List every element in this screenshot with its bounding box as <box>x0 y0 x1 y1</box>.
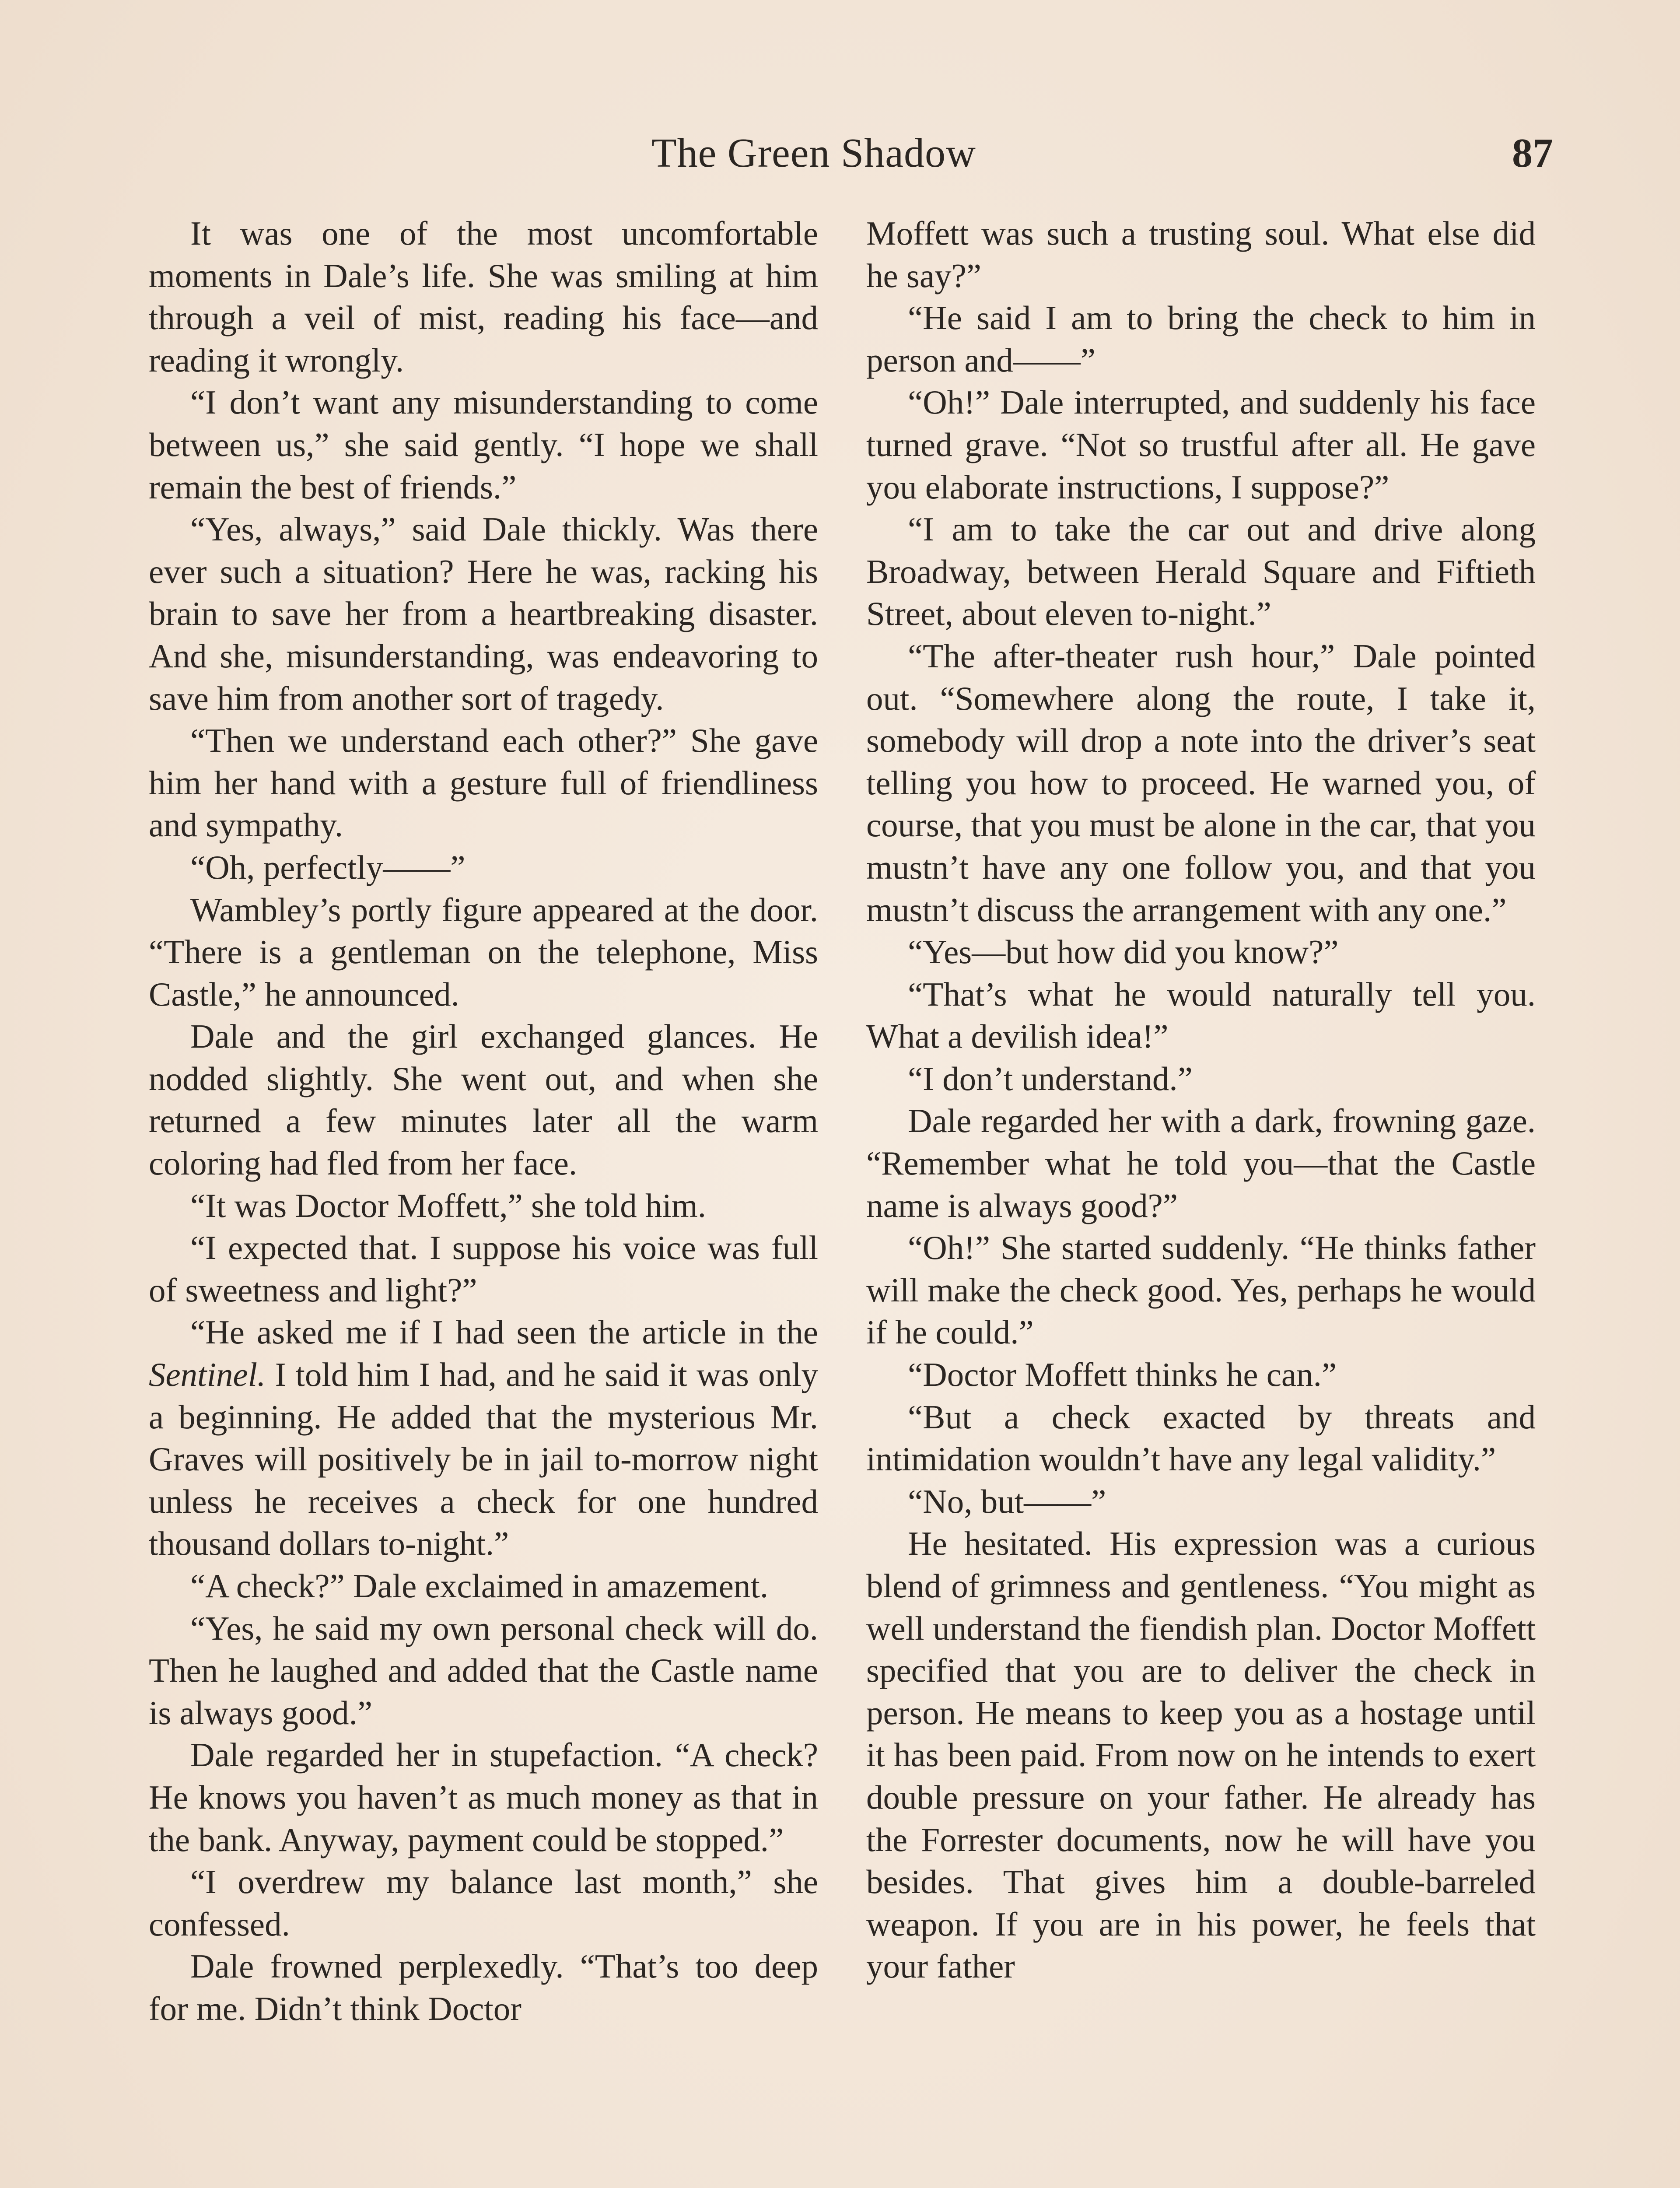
paragraph: “That’s what he would naturally tell you. What a devilish idea!” <box>866 975 1536 1055</box>
paragraph: “Oh, perfectly——” <box>190 848 466 886</box>
paragraph: Dale regarded her with a dark, frowning gaze. “Remember what he told you—that the Castle name is always good?” <box>866 1102 1536 1224</box>
paragraph: “I don’t understand.” <box>908 1059 1193 1098</box>
paragraph-sentinel <box>149 1311 818 1565</box>
running-title: The Green Shadow <box>651 130 976 176</box>
paragraph: “Oh!” She started suddenly. “He thinks father will make the check good. Yes, perhaps he would if he could.” <box>866 1229 1536 1351</box>
right-column <box>866 212 1536 1988</box>
paragraph-sentinel-rest: I told him I had, and he said it was only a beginning. He added that the mysterious Mr. Graves will positively be in jail to-morrow night unless he receives a check for one hundred thousand dollars to-night.” <box>149 1356 818 1563</box>
paragraph: “A check?” Dale exclaimed in amazement. <box>190 1567 769 1605</box>
paragraph: “No, but——” <box>908 1482 1106 1520</box>
paragraph: “I am to take the car out and drive along Broadway, between Herald Square and Fiftieth Street, about eleven to-night.” <box>866 510 1536 633</box>
paragraph: “The after-theater rush hour,” Dale pointed out. “Somewhere along the route, I take it, somebody will drop a note into the driver’s seat telling you how to proceed. He warned you, of course, that you must be alone in the car, that you mustn’t have any one follow you, and that you mustn’t discuss the arrangement with any one.” <box>866 637 1536 929</box>
paragraph: “Oh!” Dale interrupted, and suddenly his face turned grave. “Not so trustful after all. He gave you elaborate instructions, I suppose?” <box>866 383 1536 506</box>
paragraph: It was one of the most uncomfortable moments in Dale’s life. She was smiling at him through a veil of mist, reading his face—and reading it wrongly. <box>149 214 818 379</box>
paragraph: “Doctor Moffett thinks he can.” <box>908 1356 1337 1394</box>
paragraph: “I expected that. I suppose his voice was full of sweetness and light?” <box>149 1229 818 1309</box>
paragraph: He hesitated. His expression was a curious blend of grimness and gentleness. “You might as well understand the fiendish plan. Doctor Moffett specified that you are to deliver the check in person. He means to keep you as a hostage until it has been paid. From now on he intends to exert double pressure on your father. He already has the Forrester documents, now he will have you besides. That gives him a double-barreled weapon. If you are in his power, he feels that your father <box>866 1525 1536 1985</box>
paragraph: Dale frowned perplexedly. “That’s too deep for me. Didn’t think Doctor <box>149 1947 818 2027</box>
paragraph: “Yes—but how did you know?” <box>908 933 1339 971</box>
paragraph: “But a check exacted by threats and intimidation wouldn’t have any legal validity.” <box>866 1398 1536 1478</box>
paragraph: “I overdrew my balance last month,” she confessed. <box>149 1863 818 1943</box>
paragraph: Dale regarded her in stupefaction. “A check? He knows you haven’t as much money as that in the bank. Anyway, payment could be stopped.” <box>149 1736 818 1858</box>
paragraph: Dale and the girl exchanged glances. He nodded slightly. She went out, and when she returned a few minutes later all the warm coloring had fled from her face. <box>149 1017 818 1182</box>
paragraph: “He said I am to bring the check to him in person and——” <box>866 299 1536 379</box>
newspaper-name: Sentinel. <box>149 1356 266 1394</box>
paragraph: “It was Doctor Moffett,” she told him. <box>190 1186 706 1224</box>
page-number: 87 <box>1512 130 1553 176</box>
paragraph: “I don’t want any misunderstanding to come between us,” she said gently. “I hope we shall remain the best of friends.” <box>149 383 818 506</box>
paragraph-continued: Moffett was such a trusting soul. What else did he say?” <box>866 214 1536 295</box>
paragraph: Wambley’s portly figure appeared at the door. “There is a gentleman on the telephone, Miss Castle,” he announced. <box>149 891 818 1013</box>
paragraph: “Then we understand each other?” She gave him her hand with a gesture full of friendliness and sympathy. <box>149 722 818 844</box>
paragraph: “Yes, always,” said Dale thickly. Was there ever such a situation? Here he was, racking his brain to save her from a heartbreaking disaster. And she, misunderstanding, was endeavoring to save him from another sort of tragedy. <box>149 510 818 717</box>
left-column <box>149 212 818 2030</box>
paragraph-sentinel-lead: “He asked me if I had seen the article in the <box>190 1313 818 1351</box>
paragraph: “Yes, he said my own personal check will do. Then he laughed and added that the Castle name is always good.” <box>149 1609 818 1732</box>
